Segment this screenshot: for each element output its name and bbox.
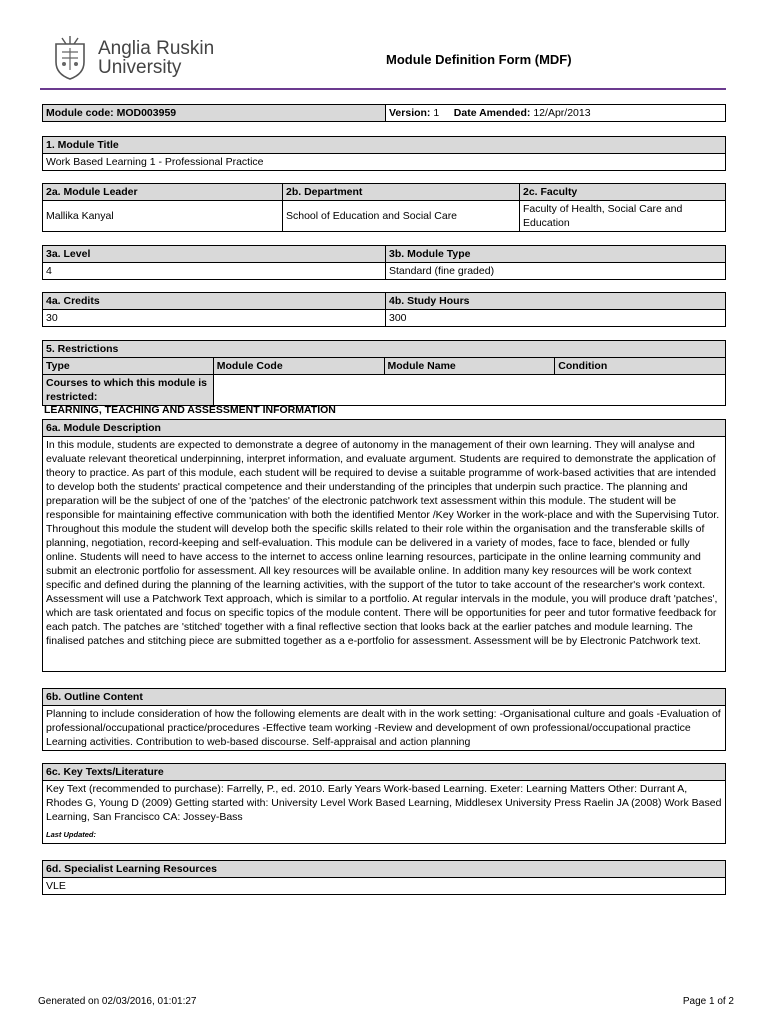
lta-heading: LEARNING, TEACHING AND ASSESSMENT INFORMATION xyxy=(44,404,336,416)
module-type-value: Standard (fine graded) xyxy=(386,263,726,280)
faculty-label: 2c. Faculty xyxy=(520,184,726,201)
restrictions-table xyxy=(42,340,726,406)
version-cell xyxy=(386,105,726,122)
module-leader-label: 2a. Module Leader xyxy=(43,184,283,201)
restrictions-row-value xyxy=(213,375,725,406)
module-title-table xyxy=(42,136,726,171)
module-description-text: In this module, students are expected to demonstrate a degree of autonomy in the management of their own learning. They will analyse and evaluate relevant theoretical underpinning, interpret information, and evaluate argument. Students are required to demonstrate the application of theory to practice. As part of this module, each student will be required to devise a suitable programme of work-based activities that are intended to develop both the students' practical competence and their understanding of the principles that underpin such practice. The planning and preparation will be the subject of one of the 'patches' of the electronic patchwork text assessment within this module. The student will be responsible for maintaining effective communication with both the identified Mentor /Key Worker in the work-place and with the Supervising Tutor. Throughout this module the student will develop both the specific skills related to their role within the organisation and the transferable skills of planning, negotiation, record-keeping and self-evaluation. This module can be delivered in a variety of modes, face to face, blended or fully online. Students will need to have access to the internet to access online learning resources, participate in the online learning community and submit an electronic portfolio for assessment. All key resources will be available online. In addition many key resources will be work context specific and defined during the planning of the learning activities, with the support of the tutor to take account of the researcher's work context. Assessment will use a Patchwork Text approach, which is similar to a portfolio. At regular intervals in the module, you will produce draft 'patches', which are task orientated and focus on specific topics of the module content. There will be opportunities for peer and tutor formative feedback for each patch. The patches are 'stitched' together with a final reflective section that looks back at the earlier patches and module learning. The finalised patches and stitching piece are submitted together as a e-portfolio for assessment. Assessment will be by Electronic Patchwork text. xyxy=(43,437,726,672)
version-label: Version: xyxy=(389,107,431,119)
version-value: 1 xyxy=(433,107,440,119)
page-title: Module Definition Form (MDF) xyxy=(386,52,572,67)
restrictions-col-code: Module Code xyxy=(213,358,384,375)
credits-label: 4a. Credits xyxy=(43,293,386,310)
header-divider xyxy=(40,88,726,90)
faculty-value: Faculty of Health, Social Care and Education xyxy=(520,201,726,232)
resources-table xyxy=(42,860,726,895)
key-texts-text: Key Text (recommended to purchase): Farrelly, P., ed. 2010. Early Years Work-based Learning. Exeter: Learning Matters Other: Durrant A, Rhodes G, Young D (2009) Getting started with: University Level Work Based Learning, Middlesex University Press Raelin JA (2008) Work Based Learning, San Francisco CA: Jossey-Bass xyxy=(46,783,722,823)
credits-table xyxy=(42,292,726,327)
page-number: Page 1 of 2 xyxy=(682,996,734,1007)
module-code-table xyxy=(42,104,726,122)
outline-content-text: Planning to include consideration of how the following elements are dealt with in the work setting: -Organisational culture and goals -Evaluation of professional/occupational practice/procedures -Effective team working -Review and development of own professional/occupational practice Learning activities. Contribution to web-based discourse. Self-appraisal and action planning xyxy=(43,706,726,751)
department-label: 2b. Department xyxy=(283,184,520,201)
last-updated-label: Last Updated: xyxy=(46,830,97,839)
module-description-label: 6a. Module Description xyxy=(43,420,726,437)
key-texts-label: 6c. Key Texts/Literature xyxy=(43,764,726,781)
date-amended-label: Date Amended: xyxy=(453,107,531,119)
outline-content-label: 6b. Outline Content xyxy=(43,689,726,706)
module-description-table xyxy=(42,419,726,672)
university-logo xyxy=(50,36,214,80)
restrictions-col-type: Type xyxy=(43,358,214,375)
restrictions-col-condition: Condition xyxy=(555,358,726,375)
level-value: 4 xyxy=(43,263,386,280)
logo-line-2: University xyxy=(98,57,182,78)
module-title-value: Work Based Learning 1 - Professional Practice xyxy=(43,154,726,171)
module-leader-value: Mallika Kanyal xyxy=(43,201,283,232)
module-code: Module code: MOD003959 xyxy=(43,105,386,122)
module-title-label: 1. Module Title xyxy=(43,137,726,154)
resources-value: VLE xyxy=(43,878,726,895)
logo-line-1: Anglia Ruskin xyxy=(98,38,215,59)
level-table xyxy=(42,245,726,280)
study-hours-value: 300 xyxy=(386,310,726,327)
outline-content-table xyxy=(42,688,726,751)
generated-timestamp: Generated on 02/03/2016, 01:01:27 xyxy=(38,996,197,1007)
department-value: School of Education and Social Care xyxy=(283,201,520,232)
level-label: 3a. Level xyxy=(43,246,386,263)
study-hours-label: 4b. Study Hours xyxy=(386,293,726,310)
credits-value: 30 xyxy=(43,310,386,327)
module-type-label: 3b. Module Type xyxy=(386,246,726,263)
crest-icon xyxy=(50,36,90,80)
leader-table xyxy=(42,183,726,232)
restrictions-row-label: Courses to which this module is restricted: xyxy=(43,375,214,406)
restrictions-col-name: Module Name xyxy=(384,358,555,375)
resources-label: 6d. Specialist Learning Resources xyxy=(43,861,726,878)
key-texts-table xyxy=(42,763,726,844)
date-amended-value: 12/Apr/2013 xyxy=(533,107,591,119)
restrictions-label: 5. Restrictions xyxy=(43,341,726,358)
key-texts-cell xyxy=(43,781,726,844)
